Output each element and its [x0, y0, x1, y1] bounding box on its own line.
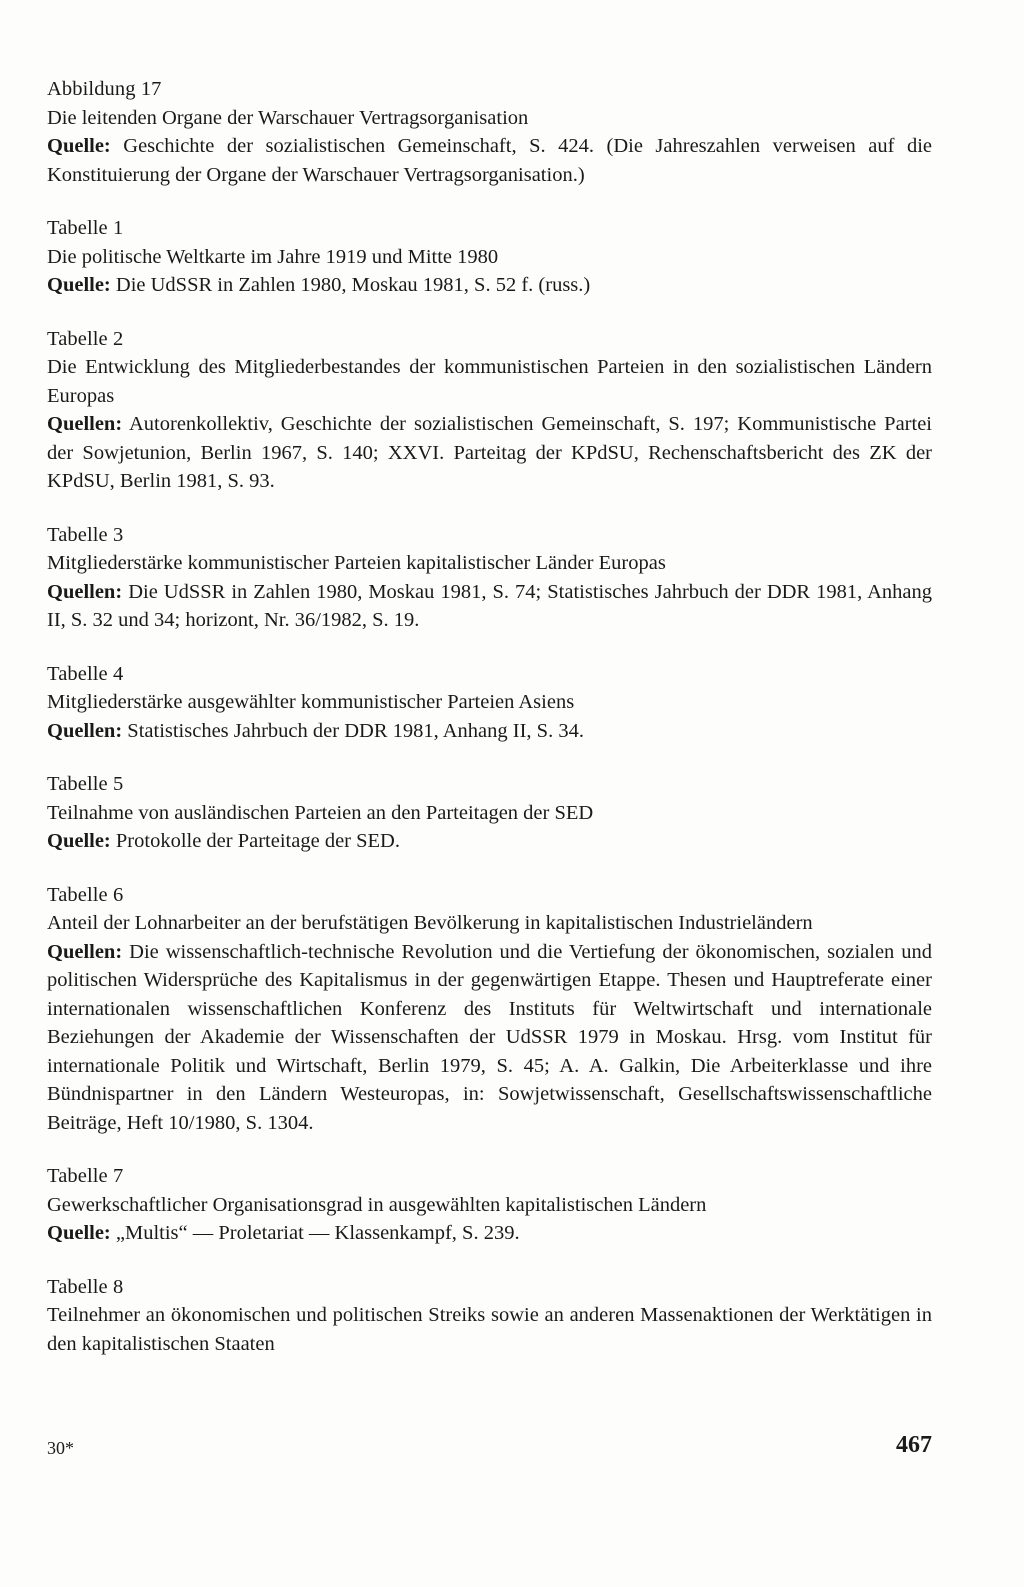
source-text: Die UdSSR in Zahlen 1980, Moskau 1981, S. 74; Statistisches Jahrbuch der DDR 1981, Anhang II, S. 32 und 34; horizont, Nr. 36/1982, S. 19.: [47, 580, 933, 631]
source-text: Statistisches Jahrbuch der DDR 1981, Anhang II, S. 34.: [127, 719, 584, 742]
entry-source: [47, 271, 932, 300]
source-key: Quelle:: [47, 1222, 111, 1244]
entry-label: Tabelle 8: [47, 1275, 124, 1298]
entry-tabelle-2: [47, 325, 932, 496]
entry-tabelle-7: [47, 1162, 932, 1248]
entry-label: Tabelle 4: [47, 662, 124, 685]
source-key: Quelle:: [47, 135, 111, 157]
source-key: Quellen:: [47, 580, 123, 603]
entry-title: Mitgliederstärke ausgewählter kommunistischer Parteien Asiens: [47, 691, 575, 713]
entry-title: Die leitenden Organe der Warschauer Vertragsorganisation: [47, 106, 529, 129]
entry-label: Tabelle 1: [47, 217, 124, 239]
source-text: Geschichte der sozialistischen Gemeinschaft, S. 424. (Die Jahreszahlen verweisen auf die Konstituierung der Organe der Warschauer Vertragsorganisation.): [47, 135, 933, 186]
entry-title: Teilnehmer an ökonomischen und politischen Streiks sowie an anderen Massenaktionen der Werktätigen in den kapitalistischen Staaten: [47, 1304, 932, 1355]
entry-title: Die politische Weltkarte im Jahre 1919 und Mitte 1980: [47, 245, 499, 268]
entry-tabelle-5: [47, 770, 932, 856]
entry-tabelle-6: [47, 881, 932, 1138]
entry-title: Teilnahme von ausländischen Parteien an den Parteitagen der SED: [47, 801, 594, 824]
entry-tabelle-8: [47, 1273, 932, 1359]
entry-label: Abbildung 17: [47, 78, 162, 100]
entry-label: Tabelle 2: [47, 327, 124, 350]
entry-source: [47, 578, 932, 635]
source-key: Quelle:: [47, 830, 111, 852]
entry-source: [47, 410, 932, 496]
source-text: Die UdSSR in Zahlen 1980, Moskau 1981, S. 52 f. (russ.): [115, 274, 591, 296]
entry-tabelle-4: [47, 660, 932, 746]
entry-label: Tabelle 3: [47, 523, 124, 546]
source-key: Quellen:: [47, 413, 123, 435]
page-number: 467: [896, 1432, 932, 1458]
signature-mark: 30*: [47, 1438, 74, 1458]
entry-tabelle-3: [47, 521, 932, 635]
source-text: Die wissenschaftlich-technische Revolution und die Vertiefung der ökonomischen, sozialen und politischen Widersprüche des Kapitalismus in der gegenwärtigen Etappe. Thesen und Hauptreferate einer internationalen wissenschaftlichen Konferenz des Instituts für Weltwirtschaft und internationale Beziehungen der Akademie der Wissenschaften der UdSSR 1979 in Moskau. Hrsg. vom Institut für internationale Politik und Wirtschaft, Berlin 1979, S. 45; A. A. Galkin, Die Arbeiterklasse und ihre Bündnispartner in den Ländern Westeuropas, in: Sowjetwissenschaft, Gesellschaftswissenschaftliche Beiträge, Heft 10/1980, S. 1304.: [47, 940, 933, 1134]
entry-title: Die Entwicklung des Mitgliederbestandes der kommunistischen Parteien in den sozialistischen Ländern Europas: [47, 356, 932, 407]
entry-title: Mitgliederstärke kommunistischer Parteien kapitalistischer Länder Europas: [47, 552, 666, 574]
source-key: Quellen:: [47, 940, 123, 963]
entry-source: [47, 717, 932, 746]
entry-label: Tabelle 5: [47, 773, 124, 795]
source-text: Protokolle der Parteitage der SED.: [115, 830, 400, 852]
entry-source: [47, 827, 932, 856]
entry-source: [47, 938, 932, 1138]
source-text: Autorenkollektiv, Geschichte der sozialistischen Gemeinschaft, S. 197; Kommunistische Partei der Sowjetunion, Berlin 1967, S. 140; XXVI. Parteitag der KPdSU, Rechenschaftsbericht des ZK der KPdSU, Berlin 1981, S. 93.: [47, 413, 932, 492]
entry-abbildung-17: [47, 75, 932, 189]
page-footer: [47, 1432, 932, 1464]
source-text: „Multis“ — Proletariat — Klassenkampf, S. 239.: [115, 1222, 520, 1244]
entry-title: Anteil der Lohnarbeiter an der berufstätigen Bevölkerung in kapitalistischen Industrieländern: [47, 912, 813, 934]
entry-source: [47, 132, 932, 189]
entry-label: Tabelle 7: [47, 1165, 124, 1187]
entry-label: Tabelle 6: [47, 883, 124, 906]
entry-tabelle-1: [47, 214, 932, 300]
entry-source: [47, 1219, 932, 1248]
source-key: Quelle:: [47, 274, 111, 296]
source-list: [47, 75, 932, 1383]
source-key: Quellen:: [47, 719, 123, 742]
entry-title: Gewerkschaftlicher Organisationsgrad in ausgewählten kapitalistischen Ländern: [47, 1193, 707, 1216]
